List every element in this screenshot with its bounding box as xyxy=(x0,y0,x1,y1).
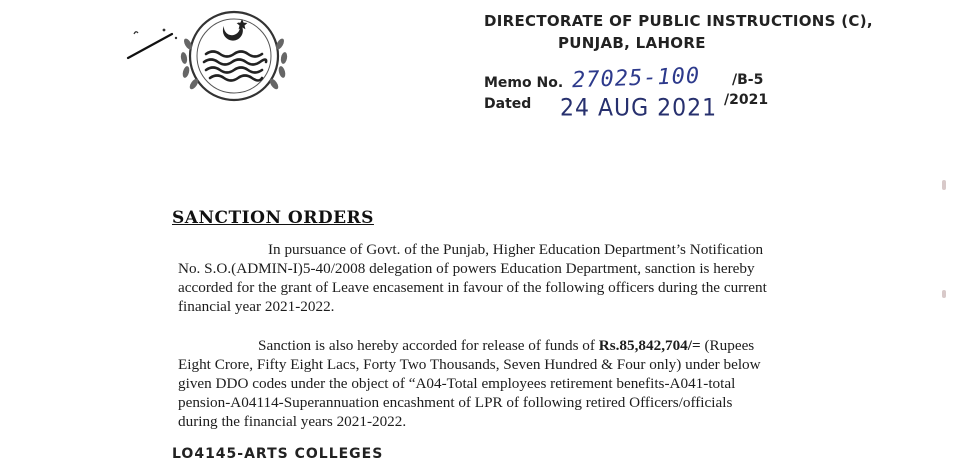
funds-intro-text: Sanction is also hereby accorded for release of funds of xyxy=(258,337,599,354)
paragraph-line: during the financial years 2021-2022. xyxy=(178,413,407,430)
date-stamp: 24 AUG 2021 xyxy=(560,95,718,122)
scan-edge-mark xyxy=(942,290,946,298)
paragraph-line: accorded for the grant of Leave encasement in favour of the following officers during the current xyxy=(178,279,767,296)
paragraph-line xyxy=(178,336,826,355)
memo-number-handwritten: 27025-100 xyxy=(571,63,701,94)
paragraph-line: No. S.O.(ADMIN-I)5-40/2008 delegation of powers Education Department, sanction is hereby xyxy=(178,260,755,277)
paragraph-line: Eight Crore, Fifty Eight Lacs, Forty Two Thousands, Seven Hundred & Four only) under below xyxy=(178,356,761,373)
paragraph-line: given DDO codes under the object of “A04-Total employees retirement benefits-A041-total xyxy=(178,375,736,392)
memo-suffix: /B-5 xyxy=(732,72,764,88)
cut-off-heading: LO4145-ARTS COLLEGES xyxy=(172,446,384,462)
funds-intro-suffix: (Rupees xyxy=(700,337,755,354)
paragraph-line: In pursuance of Govt. of the Punjab, Higher Education Department’s Notification xyxy=(268,241,764,258)
section-title: SANCTION ORDERS xyxy=(172,208,374,228)
dated-label: Dated xyxy=(484,96,532,112)
paragraph-funds-release xyxy=(178,336,826,431)
year-suffix: /2021 xyxy=(724,92,769,108)
scan-edge-mark xyxy=(942,180,946,190)
memo-label: Memo No. xyxy=(484,75,564,91)
punjab-emblem-logo xyxy=(168,4,296,114)
directorate-title: DIRECTORATE OF PUBLIC INSTRUCTIONS (C), xyxy=(484,12,873,30)
paragraph-line: pension-A04114-Superannuation encashment of LPR of following retired Officers/officials xyxy=(178,394,733,411)
paragraph-line: financial year 2021-2022. xyxy=(178,298,335,315)
sanction-amount: Rs.85,842,704/= xyxy=(598,337,701,354)
directorate-location: PUNJAB, LAHORE xyxy=(558,34,706,52)
paragraph-notification xyxy=(178,240,826,316)
